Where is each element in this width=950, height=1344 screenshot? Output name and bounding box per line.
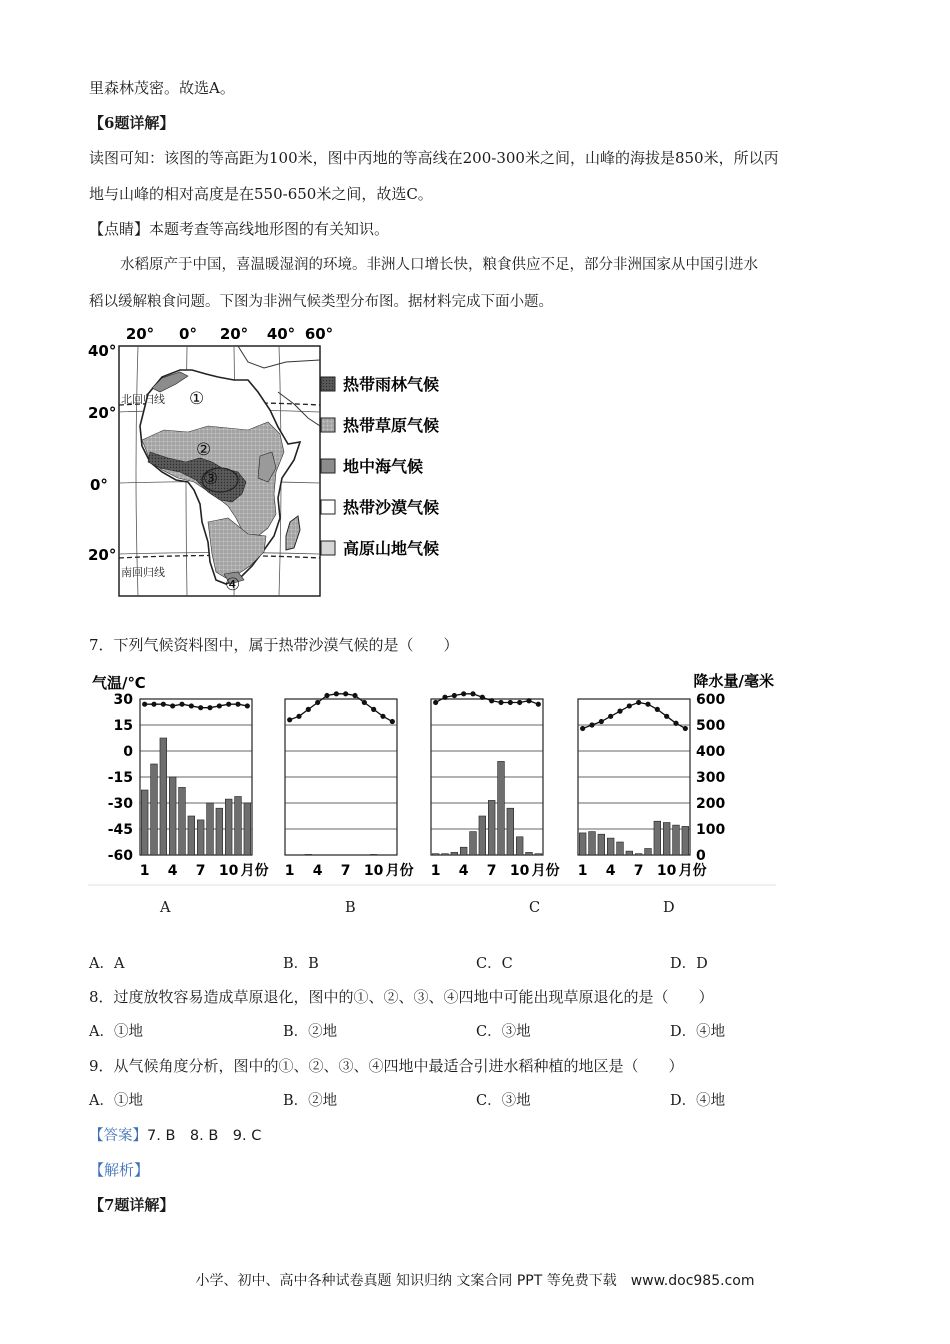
precipitation-bar — [225, 799, 232, 855]
month-tick-label: 7 — [486, 863, 497, 879]
q9-option-c[interactable]: C．③地 — [476, 1093, 531, 1109]
chart-label-c: C — [529, 900, 541, 916]
precipitation-bar — [160, 738, 167, 855]
temperature-point — [296, 714, 301, 719]
q7-option-d[interactable]: D．D — [670, 956, 708, 972]
right-tick-label: 300 — [696, 770, 726, 786]
precipitation-bar — [442, 854, 449, 855]
temperature-point — [489, 698, 494, 703]
precipitation-bar — [526, 852, 533, 855]
month-tick-label: 4 — [458, 863, 469, 879]
tropic-north-label: 北回归线 — [121, 393, 165, 406]
precipitation-bar — [645, 849, 652, 856]
place-marker-2: ② — [196, 440, 212, 460]
x-axis-unit: 月份 — [678, 863, 707, 879]
map-lon-label: 40° — [266, 325, 296, 343]
precipitation-bar — [479, 816, 486, 855]
precipitation-bar — [673, 825, 680, 855]
month-tick-label: 10 — [509, 863, 530, 879]
temperature-point — [142, 702, 147, 707]
q7-option-c[interactable]: C．C — [476, 956, 513, 972]
temperature-point — [617, 709, 622, 714]
month-tick-label: 1 — [139, 863, 150, 879]
temperature-point — [151, 702, 156, 707]
precipitation-bar — [460, 847, 467, 855]
precipitation-bar — [498, 761, 505, 855]
q8-option-a[interactable]: A．①地 — [89, 1024, 143, 1040]
precipitation-bar — [535, 854, 542, 855]
temperature-point — [170, 703, 175, 708]
precipitation-bar — [169, 777, 176, 855]
legend-swatch-savanna — [321, 418, 335, 432]
temperature-point — [324, 693, 329, 698]
precipitation-bar — [235, 797, 242, 856]
precipitation-bar — [488, 800, 495, 855]
section-heading-q6: 【6题详解】 — [89, 114, 175, 132]
left-tick-label: -15 — [107, 770, 133, 786]
precipitation-bar — [682, 826, 689, 855]
temperature-point — [498, 700, 503, 705]
legend-label: 热带沙漠气候 — [343, 498, 440, 517]
legend-swatch-mediterranean — [321, 459, 335, 473]
month-tick-label: 4 — [312, 863, 323, 879]
precipitation-bar — [451, 852, 458, 855]
africa-climate-map — [88, 322, 488, 602]
temperature-point — [608, 714, 613, 719]
map-lat-label: 40° — [88, 342, 117, 360]
precipitation-bar — [216, 808, 223, 855]
temperature-point — [580, 726, 585, 731]
temperature-point — [480, 695, 485, 700]
section-heading-q7: 【7题详解】 — [89, 1196, 175, 1214]
month-tick-label: 7 — [195, 863, 206, 879]
map-lat-label: 20° — [88, 404, 117, 422]
precipitation-bar — [598, 834, 605, 855]
place-marker-4: ④ — [225, 575, 241, 595]
precipitation-bar — [305, 854, 312, 855]
temperature-point — [189, 703, 194, 708]
question-8: 8．过度放牧容易造成草原退化，图中的①、②、③、④四地中可能出现草原退化的是（ ） — [89, 988, 714, 1006]
month-tick-label: 7 — [340, 863, 351, 879]
precipitation-bar — [188, 816, 195, 855]
legend-label: 热带雨林气候 — [343, 375, 440, 394]
precipitation-bar — [654, 821, 661, 855]
legend-label: 地中海气候 — [343, 457, 424, 476]
right-tick-label: 200 — [696, 796, 726, 812]
legend-swatch-rainforest — [321, 377, 335, 391]
temperature-point — [452, 693, 457, 698]
chart-label-a: A — [160, 900, 171, 916]
precipitation-bar — [579, 833, 586, 855]
temperature-point — [380, 714, 385, 719]
temperature-point — [683, 726, 688, 731]
q9-option-a[interactable]: A．①地 — [89, 1093, 143, 1109]
answer-line — [89, 1124, 261, 1145]
temperature-point — [371, 707, 376, 712]
precipitation-bar — [626, 851, 633, 855]
left-tick-label: 15 — [113, 718, 133, 734]
right-tick-label: 500 — [696, 718, 726, 734]
place-marker-1: ① — [189, 389, 205, 409]
temperature-point — [352, 693, 357, 698]
legend-label: 高原山地气候 — [343, 539, 440, 558]
right-axis-title: 降水量/毫米 — [693, 672, 774, 690]
precipitation-bar — [197, 820, 204, 855]
temperature-point — [664, 714, 669, 719]
right-tick-label: 100 — [696, 822, 726, 838]
month-tick-label: 1 — [284, 863, 295, 879]
temperature-point — [470, 691, 475, 696]
temperature-point — [645, 702, 650, 707]
x-axis-unit: 月份 — [531, 863, 560, 879]
temperature-point — [235, 702, 240, 707]
temperature-point — [217, 703, 222, 708]
map-lon-label: 20° — [125, 325, 155, 343]
precipitation-bar — [432, 854, 439, 855]
precipitation-bar — [470, 832, 477, 855]
temperature-point — [334, 691, 339, 696]
climate-charts — [88, 668, 778, 890]
temperature-point — [442, 695, 447, 700]
left-tick-label: 30 — [113, 692, 133, 708]
temperature-point — [245, 703, 250, 708]
text-line: 地与山峰的相对高度是在550-650米之间，故选C。 — [89, 185, 433, 203]
precipitation-bar — [244, 803, 251, 855]
analysis-heading: 【解析】 — [89, 1161, 150, 1179]
temperature-point — [390, 719, 395, 724]
footer-text: 小学、初中、高中各种试卷真题 知识归纳 文案合同 PPT 等免费下载 www.doc985.com — [195, 1273, 755, 1289]
month-tick-label: 10 — [218, 863, 239, 879]
map-lon-label: 60° — [304, 325, 334, 343]
x-axis-unit: 月份 — [385, 863, 414, 879]
note-line: 【点睛】本题考查等高线地形图的有关知识。 — [89, 220, 390, 238]
temperature-point — [526, 698, 531, 703]
precipitation-bar — [635, 854, 642, 855]
answer-text: 7. B 8. B 9. C — [147, 1128, 262, 1144]
precipitation-bar — [370, 854, 377, 855]
month-tick-label: 7 — [633, 863, 644, 879]
left-tick-label: -45 — [107, 822, 133, 838]
temperature-point — [226, 702, 231, 707]
precipitation-bar — [607, 838, 614, 855]
text-line: 里森林茂密。故选A。 — [89, 79, 235, 97]
left-tick-label: 0 — [123, 744, 133, 760]
tropic-south-label: 南回归线 — [121, 566, 165, 579]
x-axis-unit: 月份 — [240, 863, 269, 879]
month-tick-label: 1 — [430, 863, 441, 879]
temperature-point — [655, 707, 660, 712]
temperature-point — [673, 721, 678, 726]
precipitation-bar — [141, 790, 148, 855]
temperature-point — [536, 702, 541, 707]
temperature-point — [433, 700, 438, 705]
left-tick-label: -60 — [107, 848, 133, 864]
temperature-point — [306, 707, 311, 712]
question-7: 7．下列气候资料图中，属于热带沙漠气候的是（ ） — [89, 636, 459, 654]
text-line: 读图可知：该图的等高距为100米，图中丙地的等高线在200-300米之间，山峰的海拔是850米，所以丙 — [89, 149, 779, 167]
question-9: 9．从气候角度分析，图中的①、②、③、④四地中最适合引进水稻种植的地区是（ ） — [89, 1057, 684, 1075]
right-tick-label: 0 — [696, 848, 706, 864]
temperature-point — [508, 700, 513, 705]
temperature-point — [599, 719, 604, 724]
legend-swatch-desert — [321, 500, 335, 514]
q8-option-d[interactable]: D．④地 — [670, 1024, 726, 1040]
temperature-point — [636, 700, 641, 705]
right-tick-label: 400 — [696, 744, 726, 760]
left-axis-title: 气温/℃ — [92, 674, 146, 692]
precipitation-bar — [516, 837, 523, 855]
precipitation-bar — [589, 832, 596, 855]
precipitation-bar — [617, 842, 624, 855]
material-paragraph: 水稻原产于中国，喜温暖湿润的环境。非洲人口增长快，粮食供应不足，部分非洲国家从中国引进水 — [120, 257, 758, 273]
month-tick-label: 4 — [167, 863, 178, 879]
material-paragraph: 稻以缓解粮食问题。下图为非洲气候类型分布图。据材料完成下面小题。 — [89, 294, 553, 310]
place-marker-3: ③ — [203, 469, 219, 489]
precipitation-bar — [151, 764, 158, 855]
answer-tag: 【答案】 — [89, 1128, 147, 1144]
map-lat-label: 0° — [90, 476, 108, 494]
temperature-point — [179, 702, 184, 707]
right-tick-label: 600 — [696, 692, 726, 708]
legend-swatch-highland — [321, 541, 335, 555]
temperature-point — [517, 700, 522, 705]
q7-option-b[interactable]: B．B — [283, 956, 319, 972]
temperature-point — [287, 717, 292, 722]
left-tick-label: -30 — [107, 796, 133, 812]
q9-option-b[interactable]: B．②地 — [283, 1093, 338, 1109]
month-tick-label: 10 — [656, 863, 677, 879]
temperature-point — [161, 702, 166, 707]
q9-option-d[interactable]: D．④地 — [670, 1093, 726, 1109]
q8-option-c[interactable]: C．③地 — [476, 1024, 531, 1040]
precipitation-bar — [663, 823, 670, 856]
temperature-point — [362, 700, 367, 705]
precipitation-bar — [507, 808, 514, 855]
month-tick-label: 1 — [577, 863, 588, 879]
map-lon-label: 20° — [219, 325, 249, 343]
map-lat-label: 20° — [88, 546, 117, 564]
q8-option-b[interactable]: B．②地 — [283, 1024, 338, 1040]
q7-option-a[interactable]: A．A — [89, 956, 125, 972]
temperature-point — [627, 703, 632, 708]
temperature-point — [198, 705, 203, 710]
month-tick-label: 4 — [605, 863, 616, 879]
temperature-point — [315, 700, 320, 705]
temperature-point — [461, 691, 466, 696]
legend-label: 热带草原气候 — [343, 416, 440, 435]
temperature-point — [343, 691, 348, 696]
chart-label-b: B — [345, 900, 356, 916]
month-tick-label: 10 — [363, 863, 384, 879]
map-lon-label: 0° — [179, 325, 197, 343]
temperature-point — [207, 705, 212, 710]
temperature-point — [589, 722, 594, 727]
precipitation-bar — [179, 787, 186, 855]
precipitation-bar — [207, 803, 214, 855]
chart-label-d: D — [663, 900, 675, 916]
